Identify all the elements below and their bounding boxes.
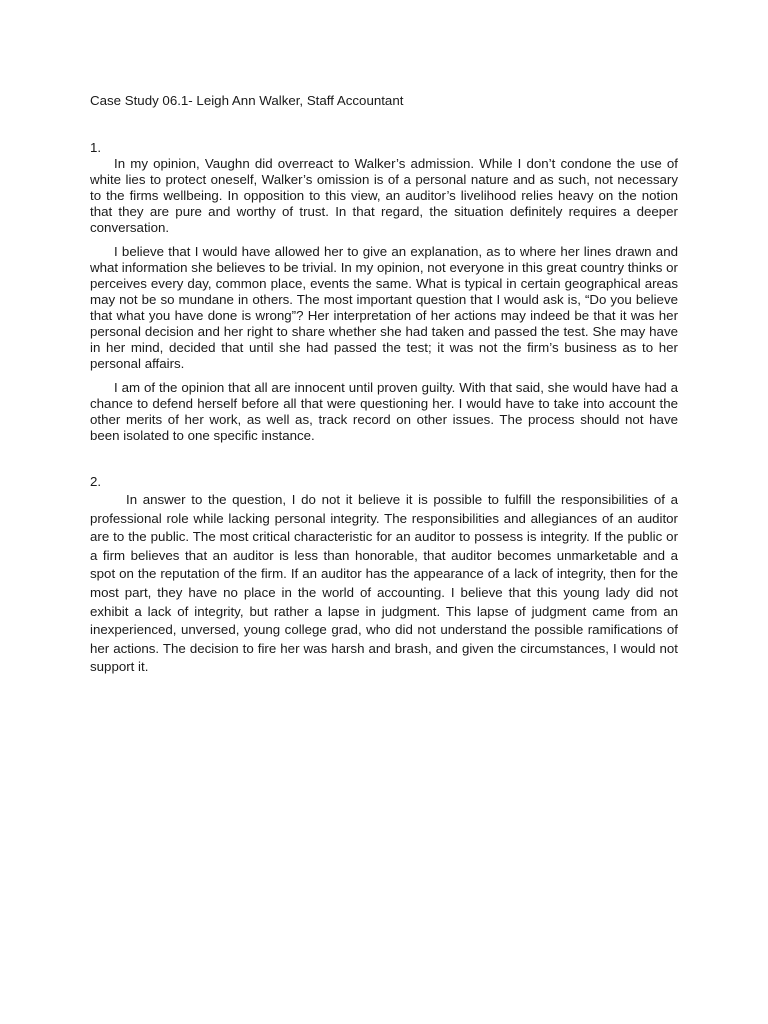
- document-page: [90, 92, 678, 677]
- section-number: 2.: [90, 474, 102, 489]
- paragraph: In answer to the question, I do not it believe it is possible to fulfill the responsibilities of a professional role while lacking personal integrity. The responsibilities and allegiances of an auditor are to the public. The most critical characteristic for an auditor to possess is integrity. If the public or a firm believes that an auditor is less than honorable, that auditor becomes unmarketable and a spot on the reputation of the firm. If an auditor has the appearance of a lack of integrity, then for the most part, they have no place in the world of accounting. I believe that this young lady did not exhibit a lack of integrity, but rather a lapse in judgment. This lapse of judgment came from an inexperienced, unversed, young college grad, who did not understand the possible ramifications of her actions. The decision to fire her was harsh and brash, and given the circumstances, I would not support it.: [90, 492, 678, 675]
- paragraph: I believe that I would have allowed her to give an explanation, as to where her lines drawn and what information she believes to be trivial. In my opinion, not everyone in this great country thinks or perceives every day, common place, events the same. What is typical in certain geographical areas may not be so mundane in others. The most important question that I would ask is, “Do you believe that what you have done is wrong”? Her interpretation of her actions may indeed be that it was her personal decision and her right to share whether she had taken and passed the test. She may have in her mind, decided that until she had passed the test; it was not the firm’s business as to her personal affairs.: [90, 244, 678, 371]
- section-1: [90, 140, 678, 444]
- section-number: 1.: [90, 140, 102, 155]
- paragraph: In my opinion, Vaughn did overreact to Walker’s admission. While I don’t condone the use of white lies to protect oneself, Walker’s omission is of a personal nature and as such, not necessary to the firms wellbeing. In opposition to this view, an auditor’s livelihood relies heavy on the notion that they are pure and worthy of trust. In that regard, the situation definitely requires a deeper conversation.: [90, 156, 678, 235]
- document-title: Case Study 06.1- Leigh Ann Walker, Staff Accountant: [90, 93, 404, 108]
- paragraph: I am of the opinion that all are innocent until proven guilty. With that said, she would have had a chance to defend herself before all that were questioning her. I would have to take into account the other merits of her work, as well as, track record on other issues. The process should not have been isolated to one specific instance.: [90, 380, 678, 443]
- section-2: [90, 474, 678, 677]
